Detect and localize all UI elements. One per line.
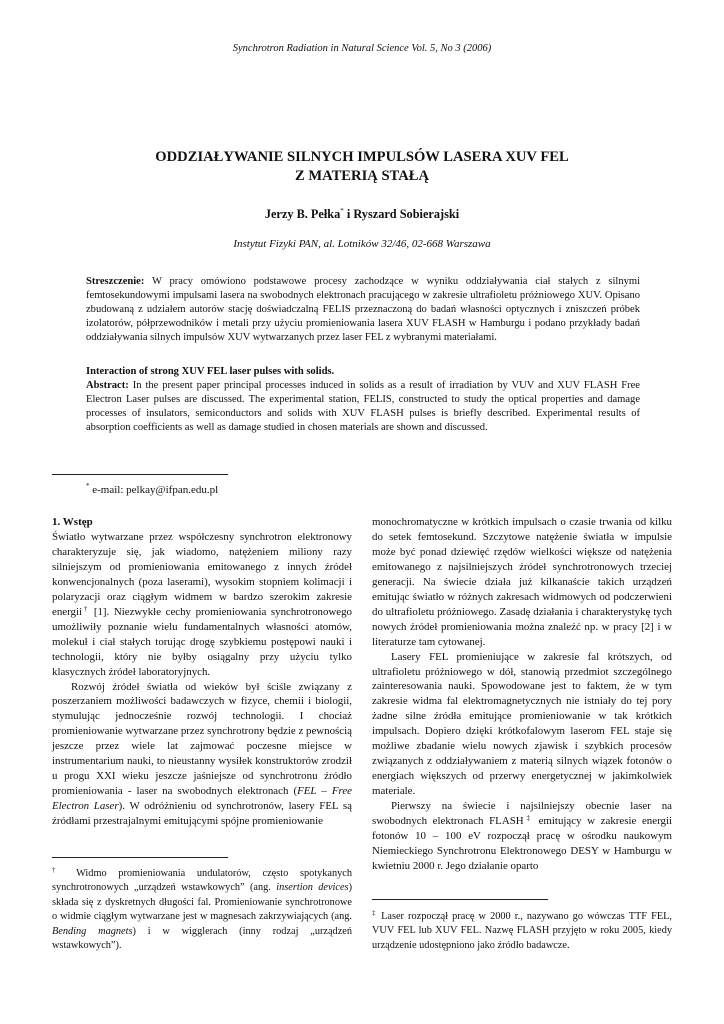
abstract-polish-label: Streszczenie: — [86, 276, 145, 287]
email-footnote-mark: * — [86, 482, 90, 490]
right-footnote — [372, 906, 672, 953]
right-p3-footnote-mark: ‡ — [523, 814, 533, 823]
left-p2-text-a: Rozwój źródeł światła od wieków był ściśle związany z poszerzaniem możliwości badawczych w fizyce, chemii i biologii, stymulując jednocześnie rozwój technologii. I chociaż promieniowanie wytwarzane przez synchrotrony będzie z pewnością jeszcze przez wiele lat zajmować poczesne miejsce w instrumentarium nauki, to nieustanny wysiłek konstruktorów zrodził u progu XXI wieku jeszcze jaśniejsze od synchrotronu źródło promieniowania - laser na swobodnych elektronach ( — [52, 680, 352, 798]
left-fn-italic-1: insertion devices — [276, 882, 349, 894]
author-2: i Ryszard Sobierajski — [343, 207, 460, 221]
left-column — [52, 515, 352, 829]
right-footnote-mark: ‡ — [372, 909, 378, 917]
journal-header: Synchrotron Radiation in Natural Science Vol. 5, No 3 (2006) — [232, 43, 492, 54]
authors — [0, 207, 724, 222]
left-fn-text-b: ) składa się z dyskretnych długości fal. Promieniowanie synchrotronowe o widmie ciągłym wytwarzane jest w magnesach zakrzywiających (ang. — [52, 882, 352, 923]
right-paragraph-1: monochromatyczne w krótkich impulsach o czasie trwania od kilku do setek femtosekund. Szczytowe natężenie światła w impulsie może być ponad dziewięć rzędów wielkości większe od natężenia emitowanego z najsilniejszych źródeł synchrotronowych trzeciej generacji. Na świecie działa już kilkanaście takich urządzeń emitując światło w różnych zakresach widmowych od podczerwieni do ultrafioletu próżniowego. Zasadę działania i charakterystykę tych nowych źródeł promieniowania można znaleźć np. w pracy [2] i w literaturze tam cytowanej. — [372, 516, 672, 648]
right-footnote-rule — [372, 899, 548, 900]
email-footnote-text: e-mail: pelkay@ifpan.edu.pl — [89, 484, 219, 496]
right-p3-text-b: emitujący w zakresie energii fotonów 10 – 100 eV rozpoczął pracę w ośrodku naukowym Niemieckiego Synchrotronu Elektronowego DESY w Hamburgu w kwietniu 2000 r. Jego działanie oparto — [372, 815, 673, 872]
left-paragraph-1 — [52, 530, 352, 680]
left-fn-italic-2: Bending magnets — [52, 925, 133, 937]
author-footnote-mark: * — [340, 207, 344, 215]
left-p1-footnote-mark: † — [82, 604, 90, 613]
right-paragraph-3 — [372, 799, 672, 874]
abstract-english-title: Interaction of strong XUV FEL laser pulses with solids. — [86, 366, 335, 377]
left-p1-text-b: [1]. Niezwykłe cechy promieniowania synchrotronowego umożliwiły poznanie wielu fundamentalnych własności atomów, molekuł i ciał stałych torując drogę szybkiemu postępowi nauki i technologii, który nie byłby osiągalny przy użyciu tylko klasycznych źródeł laboratoryjnych. — [52, 605, 352, 678]
left-footnote — [52, 863, 352, 953]
left-footnote-mark: † — [52, 866, 65, 874]
right-column — [372, 515, 672, 874]
author-1: Jerzy B. Pełka — [264, 207, 341, 221]
title-line-1: ODDZIAŁYWANIE SILNYCH IMPULSÓW LASERA XUV FEL — [155, 149, 569, 165]
right-paragraph-2: Lasery FEL promieniujące w zakresie fal krótszych, od ultrafioletu próżniowego w dół, stanowią przedmiot szczególnego zainteresowania nauki. Spowodowane jest to faktem, że w tym zakresie widma fal elektromagnetycznych nie istniały do tej pory żadne silne źródła emitujące promieniowanie w tak krótkich impulsach. Dopiero dzięki krótkofalowym laserom FEL staje się możliwe zbadanie wielu nowych zjawisk i szybkich procesów związanych z oddziaływaniem z materią silnych wiązek fotonów o energiach większych od przerwy energetycznej w jakimkolwiek materiale. — [372, 650, 672, 798]
left-fn-text-c: ) i w wigglerach (inny rodzaj „urządzeń wstawkowych”). — [52, 925, 352, 952]
abstract-english-text: In the present paper principal processes induced in solids as a result of irradiation by VUV and XUV FLASH Free Electron Laser pulses are discussed. The experimental station, FELIS, constructed to study the optical properties and damage processes of insulators, semiconductors and solids with XUV FLASH pulses is briefly described. Experimental results of absorption coefficients as well as damage studied in chosen materials are shown and discussed. — [86, 380, 640, 433]
title-line-2: Z MATERIĄ STAŁĄ — [294, 168, 430, 184]
affiliation: Instytut Fizyki PAN, al. Lotników 32/46, 02-668 Warszawa — [233, 238, 491, 250]
left-p1-text-a: Światło wytwarzane przez współczesny synchrotron elektronowy charakteryzuje się, jak wiadomo, natężeniem miliony razy silniejszym od promieniowania emitowanego z innych źródeł konwencjonalnych (poza laserami), wysokim stopniem kolimacji i polaryzacji oraz ciągłym widmem w bardzo szerokim zakresie energii — [52, 531, 352, 618]
right-p3-text-a: Pierwszy na świecie i najsilniejszy obecnie laser na swobodnych elektronach FLASH — [372, 800, 672, 828]
left-p2-text-b: ). W odróżnieniu od synchrotronów, lasery FEL są źródłami przestrajalnymi emitującymi spójne promieniowanie — [52, 800, 352, 828]
right-fn-text: Laser rozpoczął pracę w 2000 r., nazywano go wówczas TTF FEL, VUV FEL lub XUV FEL. Nazwę FLASH przyjęto w roku 2005, kiedy urządzenie udostępniono jako źródło badawcze. — [372, 911, 672, 951]
abstract-english-label: Abstract: — [86, 380, 129, 391]
paper-title — [60, 148, 664, 186]
left-footnote-rule — [52, 857, 228, 858]
left-fn-text-a: Widmo promieniowania undulatorów, często spotykanych synchrotronowych „urządzeń wstawkowych” (ang. — [52, 868, 353, 894]
left-paragraph-2 — [52, 680, 352, 830]
abstract-english — [86, 379, 640, 435]
left-p2-italic: FEL – Free Electron Laser — [52, 785, 353, 813]
abstract-polish-text: W pracy omówiono podstawowe procesy zachodzące w wyniku oddziaływania ciał stałych z silnymi femtosekundowymi impulsami lasera na swobodnych elektronach pracującego w zakresie ultrafioletu próżniowego XUV. Opisano zbudowaną z udziałem autorów stację doświadczalną FELIS przeznaczoną do badań własności optycznych i zniszczeń próbek izolatorów, półprzewodników i metali przy użyciu promieniowania lasera XUV FLASH w Hamburgu i podano przykłady badań oddziaływania silnych impulsów XUV wytwarzanych przez laser FEL z wybranymi materiałami. — [86, 276, 640, 343]
email-footnote — [86, 482, 218, 496]
abstract-polish — [86, 275, 640, 345]
email-footnote-rule — [52, 474, 228, 475]
section-heading: 1. Wstęp — [52, 516, 93, 528]
